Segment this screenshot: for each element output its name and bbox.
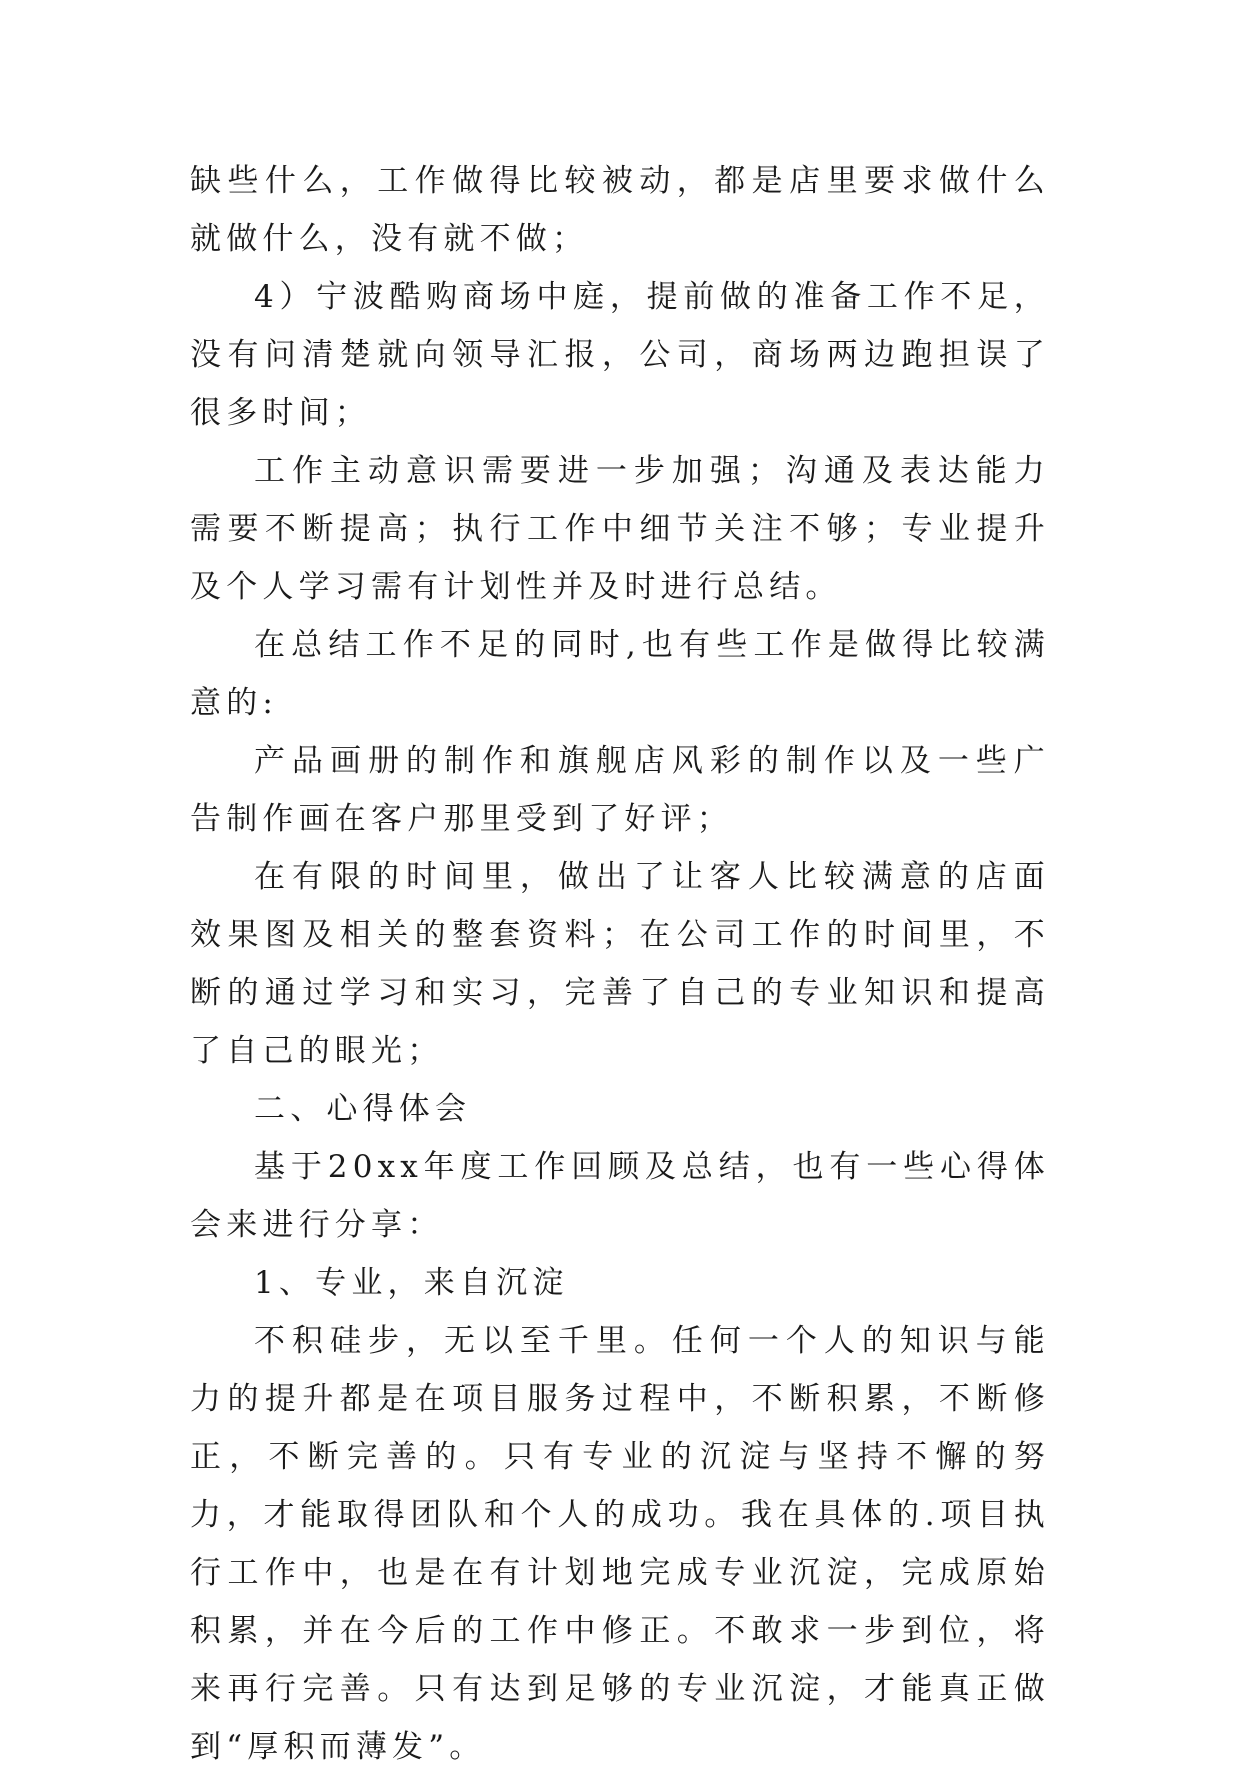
paragraph-experience-intro: 基于20xx年度工作回顾及总结，也有一些心得体会来进行分享：	[190, 1149, 1050, 1243]
paragraph-store-design: 在有限的时间里，做出了让客人比较满意的店面效果图及相关的整套资料；在公司工作的时间里，不断的通过学习和实习，完善了自己的专业知识和提高了自己的眼光；	[190, 859, 1050, 1069]
section-heading-experience: 二、心得体会	[254, 1091, 472, 1127]
subheading-professional: 1、专业，来自沉淀	[254, 1265, 569, 1301]
paragraph-continuation: 缺些什么，工作做得比较被动，都是店里要求做什么就做什么，没有就不做；	[190, 163, 1050, 257]
paragraph-item-4: 4）宁波酷购商场中庭，提前做的准备工作不足，没有问清楚就向领导汇报，公司，商场两边跑担误了很多时间；	[190, 279, 1050, 431]
paragraph-satisfied-intro: 在总结工作不足的同时,也有些工作是做得比较满意的:	[190, 627, 1050, 721]
paragraph-product-brochure: 产品画册的制作和旗舰店风彩的制作以及一些广告制作画在客户那里受到了好评；	[190, 743, 1050, 837]
paragraph-professional-body: 不积硅步，无以至千里。任何一个人的知识与能力的提升都是在项目服务过程中，不断积累，不断修正，不断完善的。只有专业的沉淀与坚持不懈的努力，才能取得团队和个人的成功。我在具体的.项目执行工作中，也是在有计划地完成专业沉淀，完成原始积累，并在今后的工作中修正。不敢求一步到位，将来再行完善。只有达到足够的专业沉淀，才能真正做到“厚积而薄发”。	[190, 1323, 1050, 1765]
paragraph-improvement-areas: 工作主动意识需要进一步加强；沟通及表达能力需要不断提高；执行工作中细节关注不够；专业提升及个人学习需有计划性并及时进行总结。	[190, 453, 1050, 605]
document-body	[190, 152, 1050, 1776]
